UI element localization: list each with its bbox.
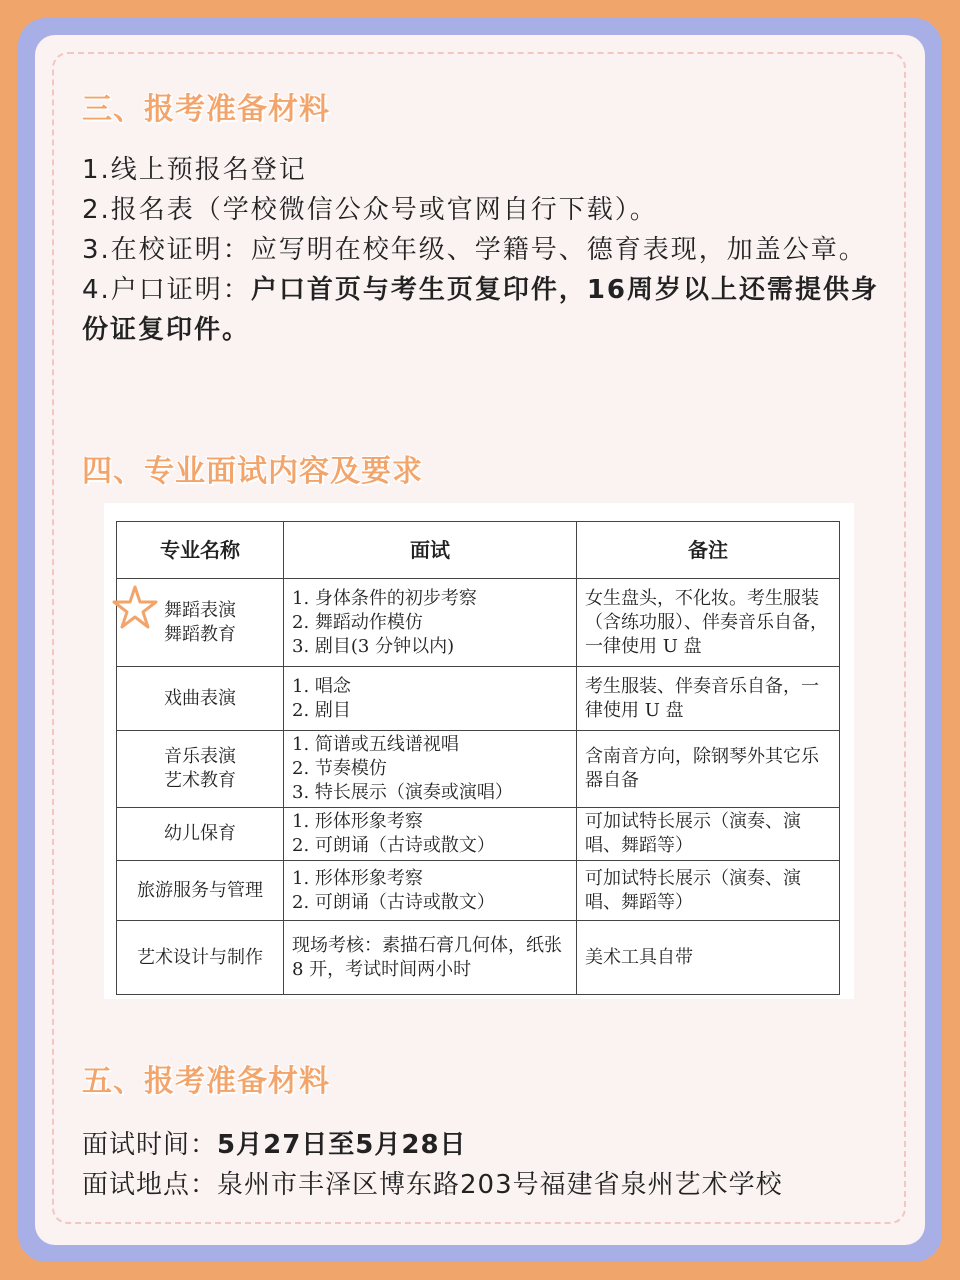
- place-value: 泉州市丰泽区博东路203号福建省泉州艺术学校: [217, 1170, 783, 1200]
- list-item-prefix: 4.户口证明：: [82, 275, 251, 305]
- table-row: [117, 861, 840, 921]
- interview-cell: 现场考核：素描石膏几何体，纸张 8 开，考试时间两小时: [284, 921, 577, 995]
- interview-line: 1. 简谱或五线谱视唱: [292, 734, 459, 755]
- interview-line: 2. 可朗诵（古诗或散文）: [292, 891, 495, 913]
- list-item: [82, 270, 882, 350]
- header-major: 专业名称: [117, 522, 284, 579]
- interview-line: 1. 唱念: [292, 675, 351, 697]
- list-item: 3.在校证明：应写明在校年级、学籍号、德育表现，加盖公章。: [82, 235, 867, 265]
- place-label: 面试地点：: [82, 1170, 218, 1200]
- major-cell: [117, 731, 284, 808]
- table-row: [117, 731, 840, 808]
- header-note: 备注: [577, 522, 840, 579]
- major-name: 艺术设计与制作: [137, 946, 263, 968]
- interview-cell: [284, 667, 577, 731]
- note-cell: 含南音方向，除钢琴外其它乐器自备: [577, 731, 840, 808]
- requirements-table-panel: [104, 503, 854, 999]
- note-cell: 考生服装、伴奏音乐自备，一律使用 U 盘: [577, 667, 840, 731]
- note-cell: 女生盘头，不化妆。考生服装（含练功服）、伴奏音乐自备，一律使用 U 盘: [577, 579, 840, 667]
- major-name: 戏曲表演: [164, 687, 236, 709]
- major-cell: [117, 667, 284, 731]
- interview-cell: [284, 579, 577, 667]
- major-cell: [117, 808, 284, 861]
- interview-line: 1. 身体条件的初步考察: [292, 587, 477, 609]
- interview-line: 3. 特长展示（演奏或演唱）: [292, 782, 513, 803]
- interview-line: 2. 舞蹈动作模仿: [292, 611, 423, 633]
- table-row: [117, 808, 840, 861]
- header-interview: 面试: [284, 522, 577, 579]
- table-header-row: [117, 522, 840, 579]
- interview-line: 2. 可朗诵（古诗或散文）: [292, 835, 495, 856]
- star-icon: [112, 584, 158, 630]
- list-item: 2.报名表（学校微信公众号或官网自行下载）。: [82, 195, 658, 225]
- major-name: 旅游服务与管理: [137, 879, 263, 901]
- interview-line: 2. 剧目: [292, 699, 351, 721]
- section3-list: [82, 150, 882, 350]
- requirements-table: [116, 521, 840, 995]
- interview-line: 2. 节奏模仿: [292, 758, 387, 779]
- interview-cell: [284, 808, 577, 861]
- major-name: 幼儿保育: [164, 823, 236, 844]
- interview-time: [82, 1124, 467, 1161]
- table-row: [117, 579, 840, 667]
- major-name: 舞蹈教育: [164, 623, 236, 645]
- major-name: 艺术教育: [164, 770, 236, 791]
- table-row: [117, 921, 840, 995]
- major-name: 舞蹈表演: [164, 599, 236, 621]
- interview-cell: [284, 731, 577, 808]
- major-cell: [117, 921, 284, 995]
- time-value: 5月27日至5月28日: [217, 1130, 467, 1160]
- time-label: 面试时间：: [82, 1130, 218, 1160]
- interview-place: [82, 1164, 783, 1201]
- section3-title: 三、报考准备材料: [82, 92, 330, 127]
- note-cell: 可加试特长展示（演奏、演唱、舞蹈等）: [577, 861, 840, 921]
- interview-line: 1. 形体形象考察: [292, 811, 423, 832]
- note-cell: 可加试特长展示（演奏、演唱、舞蹈等）: [577, 808, 840, 861]
- interview-cell: [284, 861, 577, 921]
- list-item-bold: 户口首页与考生页复印件，16周岁以上还需提供身份证复印件。: [82, 275, 879, 345]
- note-cell: 美术工具自带: [577, 921, 840, 995]
- table-row: [117, 667, 840, 731]
- list-item: 1.线上预报名登记: [82, 155, 307, 185]
- interview-line: 3. 剧目(3 分钟以内): [292, 635, 455, 657]
- section5-title: 五、报考准备材料: [82, 1064, 330, 1099]
- section4-title: 四、专业面试内容及要求: [82, 454, 423, 489]
- major-cell: [117, 861, 284, 921]
- major-name: 音乐表演: [164, 746, 236, 767]
- interview-line: 1. 形体形象考察: [292, 867, 423, 889]
